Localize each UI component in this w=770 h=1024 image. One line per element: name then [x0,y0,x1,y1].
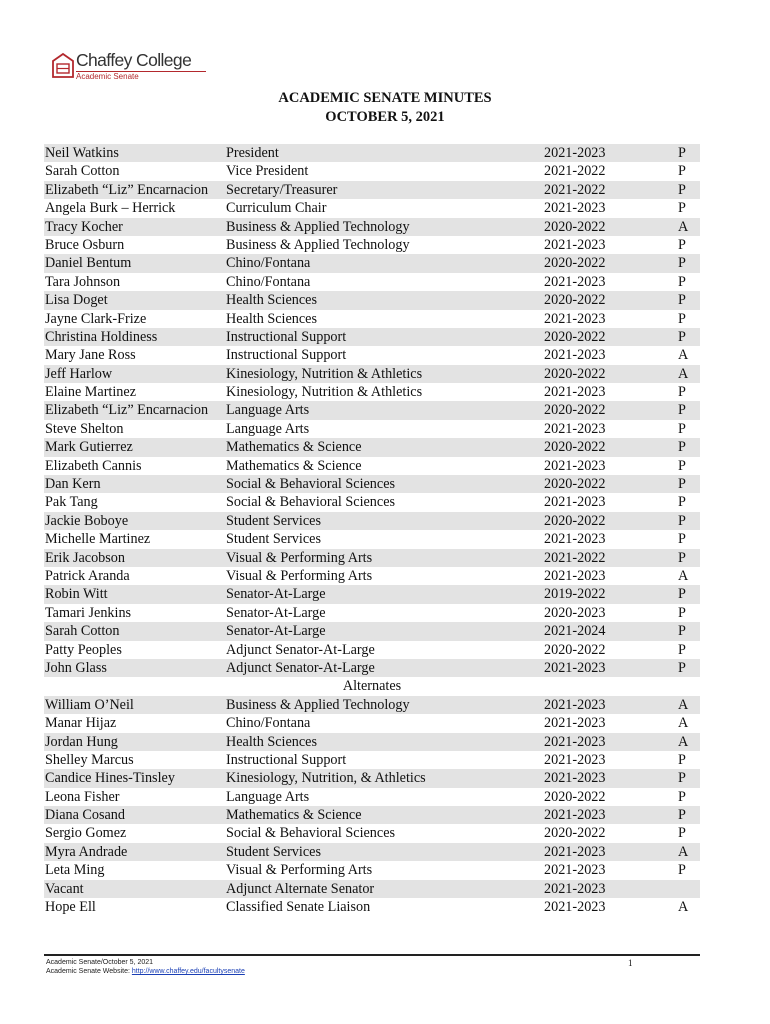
alternate-row [44,806,700,824]
member-area: Language Arts [226,788,310,805]
member-attendance: P [678,512,686,529]
member-attendance: P [678,163,686,180]
alternate-row [44,714,700,732]
alternate-row [44,696,700,714]
member-row [44,512,700,530]
alternate-row [44,824,700,842]
document-date: OCTOBER 5, 2021 [325,109,445,125]
member-term: 2021-2023 [544,145,606,161]
member-attendance: P [678,623,686,640]
member-term: 2021-2023 [544,733,606,750]
alternate-row [44,788,700,806]
member-attendance: P [678,494,686,511]
member-attendance: P [678,181,686,198]
member-area: Instructional Support [226,328,347,345]
member-attendance: A [678,696,689,713]
member-row [44,254,700,272]
member-term: 2021-2023 [544,567,606,584]
member-attendance: P [678,862,686,879]
member-term: 2019-2022 [544,586,606,603]
member-area: Business & Applied Technology [226,236,410,253]
member-attendance: A [678,218,689,235]
member-area: Instructional Support [226,751,347,768]
member-area: President [226,145,279,161]
member-row [44,420,700,438]
member-name: Elizabeth “Liz” Encarnacion [45,181,209,198]
member-area: Senator-At-Large [226,604,326,621]
member-area: Kinesiology, Nutrition, & Athletics [226,770,426,787]
member-term: 2021-2022 [544,163,606,180]
member-area: Social & Behavioral Sciences [226,494,396,511]
member-name: Elaine Martinez [45,384,136,401]
member-area: Mathematics & Science [226,439,362,456]
member-term: 2021-2023 [544,751,606,768]
member-area: Student Services [226,843,321,860]
member-term: 2020-2023 [544,604,606,621]
member-term: 2020-2022 [544,292,606,309]
member-row [44,604,700,622]
member-term: 2020-2022 [544,328,606,345]
member-term: 2021-2023 [544,531,606,548]
member-name: Robin Witt [45,586,108,603]
senate-website-link[interactable]: http://www.chaffey.edu/facultysenate [131,968,245,975]
member-area: Instructional Support [226,347,347,364]
member-area: Student Services [226,512,321,529]
member-attendance: P [678,384,686,401]
member-row [44,328,700,346]
logo-subtitle: Academic Senate [76,72,139,81]
footer-line: Academic Senate/October 5, 2021 [46,959,154,966]
member-name: Patrick Aranda [45,567,130,584]
member-name: Vacant [45,880,84,897]
footer-website-label: Academic Senate Website: [46,968,130,975]
alternates-section-heading [44,677,700,695]
member-term: 2021-2023 [544,843,606,860]
member-attendance: A [678,347,689,364]
member-row [44,273,700,291]
member-row [44,346,700,364]
member-area: Visual & Performing Arts [226,567,373,584]
member-attendance: A [678,715,689,732]
member-name: Tara Johnson [45,273,121,290]
member-area: Business & Applied Technology [226,218,410,235]
member-attendance: P [678,641,686,658]
member-area: Business & Applied Technology [226,696,410,713]
member-name: Jackie Boboye [45,512,129,529]
member-area: Chino/Fontana [226,255,311,272]
member-attendance: P [678,310,686,327]
member-area: Health Sciences [226,310,317,327]
member-term: 2021-2023 [544,420,606,437]
member-term: 2020-2022 [544,255,606,272]
member-attendance: P [678,145,686,161]
member-term: 2021-2023 [544,200,606,217]
member-area: Social & Behavioral Sciences [226,476,396,493]
member-name: Sarah Cotton [45,623,120,640]
member-term: 2020-2022 [544,476,606,493]
member-term: 2021-2023 [544,659,606,676]
member-attendance: P [678,531,686,548]
member-name: Elizabeth “Liz” Encarnacion [45,402,209,419]
member-name: Elizabeth Cannis [45,457,142,474]
member-name: Leta Ming [45,862,105,879]
member-attendance: P [678,770,686,787]
member-area: Classified Senate Liaison [226,899,371,916]
member-name: Patty Peoples [45,641,122,658]
member-attendance: P [678,549,686,566]
member-term: 2021-2023 [544,236,606,253]
member-attendance: P [678,751,686,768]
member-name: Angela Burk – Herrick [45,200,176,217]
member-row [44,144,700,162]
member-area: Health Sciences [226,733,317,750]
member-name: Christina Holdiness [45,328,158,345]
member-name: Tamari Jenkins [45,604,132,621]
alternate-row [44,751,700,769]
member-name: Jeff Harlow [45,365,113,382]
member-name: William O’Neil [45,696,134,713]
member-term: 2021-2023 [544,457,606,474]
member-term: 2021-2023 [544,347,606,364]
member-attendance: A [678,899,689,916]
member-name: Shelley Marcus [45,751,134,768]
member-term: 2020-2022 [544,218,606,235]
alternate-row [44,880,700,898]
member-area: Adjunct Senator-At-Large [226,659,375,676]
member-attendance: A [678,567,689,584]
member-area: Curriculum Chair [226,200,327,217]
member-name: Diana Cosand [45,807,125,824]
attendance-table [44,144,700,916]
logo-college-name: Chaffey College [76,50,192,70]
member-area: Vice President [226,163,309,180]
alternate-row [44,733,700,751]
member-attendance: P [678,402,686,419]
member-row [44,401,700,419]
member-area: Language Arts [226,402,310,419]
member-name: Manar Hijaz [45,715,117,732]
member-row [44,310,700,328]
member-area: Kinesiology, Nutrition & Athletics [226,384,423,401]
alternate-row [44,898,700,916]
alternate-row [44,769,700,787]
member-attendance: A [678,733,689,750]
member-name: Jayne Clark-Frize [45,310,147,327]
member-name: Neil Watkins [45,145,119,161]
member-name: Jordan Hung [45,733,118,750]
member-term: 2021-2023 [544,494,606,511]
member-row [44,457,700,475]
member-name: Pak Tang [45,494,98,511]
member-attendance: P [678,420,686,437]
member-row [44,530,700,548]
member-attendance: P [678,659,686,676]
member-row [44,438,700,456]
member-term: 2020-2022 [544,365,606,382]
member-area: Visual & Performing Arts [226,862,373,879]
member-area: Chino/Fontana [226,715,311,732]
member-term: 2021-2023 [544,384,606,401]
member-row [44,236,700,254]
member-area: Senator-At-Large [226,586,326,603]
member-area: Secretary/Treasurer [226,181,338,198]
alternate-row [44,843,700,861]
member-attendance: P [678,328,686,345]
member-term: 2020-2022 [544,788,606,805]
member-attendance: P [678,586,686,603]
member-row [44,585,700,603]
member-term: 2021-2023 [544,880,606,897]
member-area: Senator-At-Large [226,623,326,640]
member-attendance: P [678,457,686,474]
member-term: 2021-2022 [544,549,606,566]
member-attendance: A [678,843,689,860]
footer-website [46,968,245,975]
member-name: Mark Gutierrez [45,439,133,456]
member-area: Health Sciences [226,292,317,309]
member-row [44,622,700,640]
member-row [44,162,700,180]
member-name: John Glass [45,659,107,676]
member-name: Tracy Kocher [45,218,123,235]
alternates-label: Alternates [342,678,402,695]
member-name: Bruce Osburn [45,236,125,253]
member-area: Adjunct Senator-At-Large [226,641,375,658]
member-area: Mathematics & Science [226,807,362,824]
member-attendance: P [678,788,686,805]
member-attendance: A [678,365,689,382]
member-term: 2021-2023 [544,715,606,732]
member-attendance: P [678,236,686,253]
member-attendance: P [678,807,686,824]
member-attendance: P [678,292,686,309]
member-attendance: P [678,439,686,456]
member-term: 2020-2022 [544,641,606,658]
member-area: Kinesiology, Nutrition & Athletics [226,365,423,382]
member-name: Candice Hines-Tinsley [45,770,175,787]
member-row [44,475,700,493]
footer-divider [44,954,700,956]
member-attendance: P [678,825,686,842]
member-area: Visual & Performing Arts [226,549,373,566]
member-term: 2021-2023 [544,310,606,327]
member-row [44,383,700,401]
member-attendance: P [678,604,686,621]
chaffey-logo-icon [52,52,74,78]
member-name: Leona Fisher [45,788,120,805]
document-title: ACADEMIC SENATE MINUTES [278,90,492,106]
member-area: Student Services [226,531,321,548]
member-row [44,218,700,236]
member-row [44,567,700,585]
member-term: 2020-2022 [544,512,606,529]
member-name: Sergio Gomez [45,825,127,842]
member-attendance: P [678,476,686,493]
member-name: Daniel Bentum [45,255,132,272]
member-row [44,659,700,677]
member-row [44,641,700,659]
member-term: 2021-2023 [544,807,606,824]
member-attendance: P [678,255,686,272]
member-name: Steve Shelton [45,420,124,437]
member-term: 2021-2022 [544,181,606,198]
member-term: 2021-2023 [544,899,606,916]
member-row [44,493,700,511]
member-area: Mathematics & Science [226,457,362,474]
member-area: Adjunct Alternate Senator [226,880,375,897]
member-row [44,291,700,309]
member-name: Michelle Martinez [45,531,151,548]
member-name: Erik Jacobson [45,549,125,566]
member-name: Lisa Doget [45,292,108,309]
member-area: Language Arts [226,420,310,437]
member-term: 2021-2023 [544,273,606,290]
member-area: Social & Behavioral Sciences [226,825,396,842]
member-area: Chino/Fontana [226,273,311,290]
member-name: Myra Andrade [45,843,128,860]
member-row [44,549,700,567]
member-term: 2021-2024 [544,623,606,640]
member-name: Mary Jane Ross [45,347,136,364]
member-attendance: P [678,273,686,290]
member-term: 2021-2023 [544,770,606,787]
member-row [44,199,700,217]
member-name: Dan Kern [45,476,101,493]
member-term: 2020-2022 [544,402,606,419]
member-row [44,365,700,383]
page-number: 1 [628,958,633,968]
member-term: 2021-2023 [544,696,606,713]
alternate-row [44,861,700,879]
member-term: 2020-2022 [544,825,606,842]
member-name: Sarah Cotton [45,163,120,180]
member-attendance: P [678,200,686,217]
member-name: Hope Ell [45,899,96,916]
member-term: 2021-2023 [544,862,606,879]
member-row [44,181,700,199]
member-term: 2020-2022 [544,439,606,456]
